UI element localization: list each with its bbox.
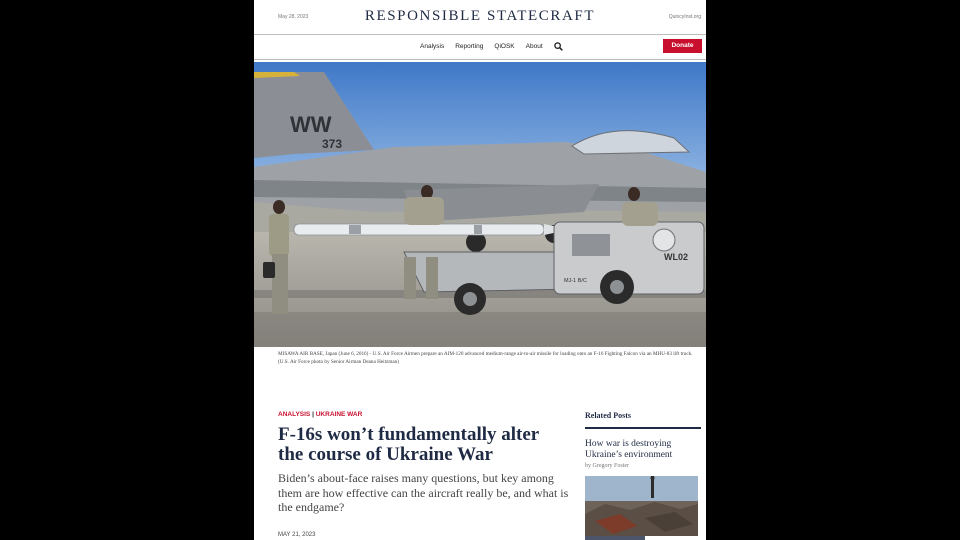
category-separator: | [312, 411, 314, 418]
article-headline: F-16s won’t fundamentally alter the course of Ukraine War [278, 424, 539, 465]
nav-item-about[interactable]: About [525, 43, 543, 50]
article-date: MAY 21, 2023 [278, 532, 316, 538]
search-icon[interactable] [554, 42, 563, 51]
related-post-thumbnail[interactable] [585, 476, 698, 536]
war-debris-photo [585, 476, 698, 536]
donate-button[interactable]: Donate [663, 39, 702, 53]
related-post-author[interactable]: by Gregory Foster [585, 463, 629, 469]
photo-caption: MISAWA AIR BASE, Japan (June 6, 2016) - U.S. Air Force Airmen prepare an AIM-120 advanced medium-range air-to-air missile for loading onto an F-16 Fighting Falcon via an MHU-83 lift truck. (U.S. Air Force photo by Senior Airman Deana Heitzman) [278, 351, 693, 365]
f16-missile-loading-photo [254, 62, 706, 347]
category-analysis-link[interactable]: ANALYSIS [278, 411, 311, 418]
related-next-title-fragment [585, 536, 645, 540]
nav-item-analysis[interactable]: Analysis [420, 43, 445, 50]
related-posts-heading: Related Posts [585, 411, 631, 420]
main-nav [254, 36, 706, 58]
nav-item-reporting[interactable]: Reporting [455, 43, 484, 50]
truck-model-label: MJ-1 B/C [564, 278, 587, 284]
category-ukraine-war-link[interactable]: UKRAINE WAR [315, 411, 363, 418]
related-post-link[interactable]: How war is destroying Ukraine’s environment [585, 439, 673, 460]
nav-divider [254, 59, 706, 60]
tail-code: WW [290, 112, 332, 137]
hero-image [254, 62, 706, 347]
header-date: May 28, 2023 [278, 14, 309, 20]
article-kicker [278, 411, 362, 418]
related-posts-rule [585, 427, 701, 429]
site-link[interactable]: QuincyInst.org [668, 14, 701, 20]
truck-id-label: WL02 [664, 252, 689, 262]
masthead-logo[interactable]: RESPONSIBLE STATECRAFT [364, 8, 596, 24]
header-divider [254, 34, 706, 35]
tail-number: 373 [322, 137, 343, 151]
nav-item-qiosk[interactable]: QiOSK [494, 43, 515, 50]
article-dek: Biden’s about-face raises many questions, but key among them are how effective can the aircraft really be, and what is the endgame? [278, 471, 569, 514]
top-bar [254, 0, 706, 34]
page [254, 0, 706, 540]
